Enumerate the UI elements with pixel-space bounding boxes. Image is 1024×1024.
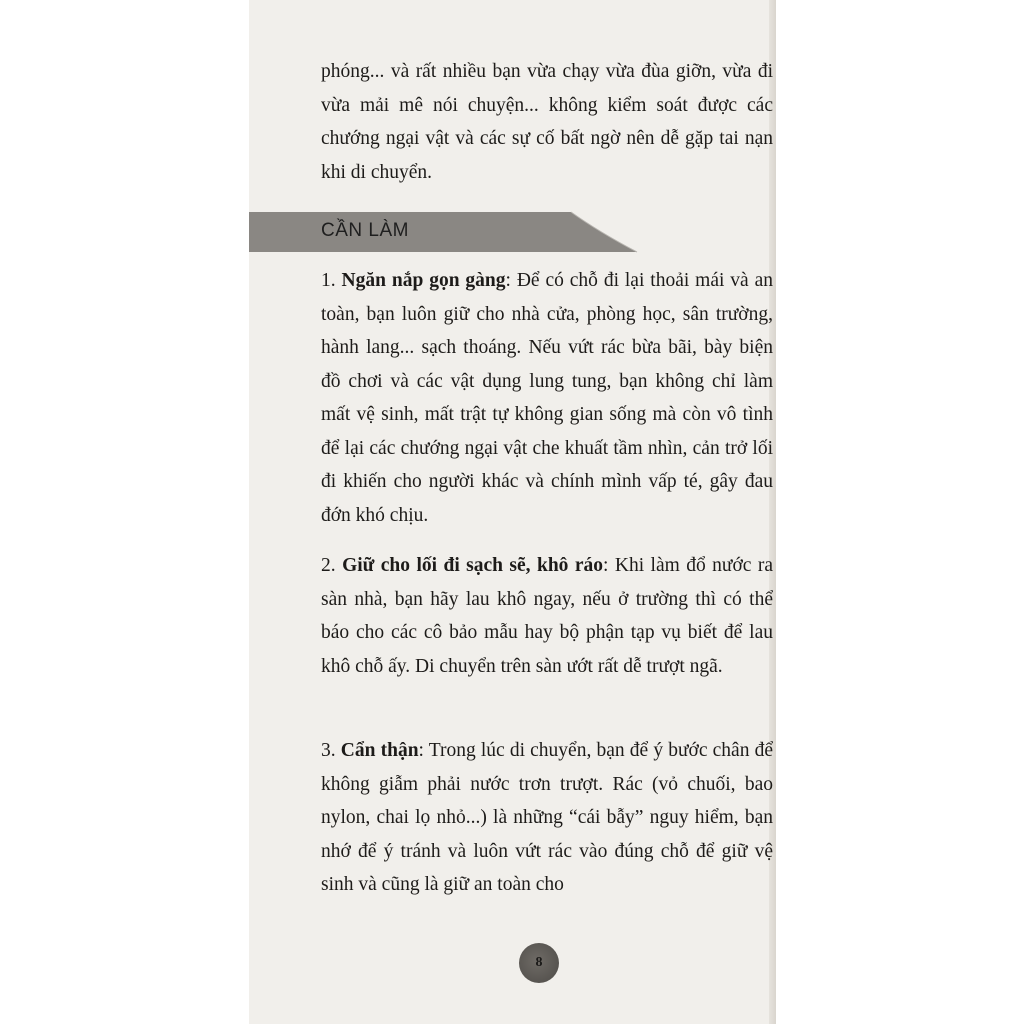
- intro-paragraph: [321, 55, 773, 189]
- item-1-number: 1.: [321, 270, 342, 291]
- section-title: CẦN LÀM: [321, 220, 409, 241]
- item-3-number: 3.: [321, 740, 341, 761]
- section-banner: [249, 210, 639, 254]
- item-2-number: 2.: [321, 555, 343, 576]
- item-1-paragraph: [321, 264, 773, 532]
- item-1-text: : Để có chỗ đi lại thoải mái và an toàn, bạn luôn giữ cho nhà cửa, phòng học, sân trường, hành lang... sạch thoáng. Nếu vứt rác bừa bãi, bày biện đồ chơi và các vật dụng lung tung, bạn không chỉ làm mất vệ sinh, mất trật tự không gian sống mà còn vô tình để lại các chướng ngại vật che khuất tầm nhìn, cản trở lối đi khiến cho người khác và chính mình vấp té, gây đau đớn khó chịu.: [321, 270, 774, 526]
- item-3-heading: Cẩn thận: [340, 740, 419, 761]
- intro-text: phóng... và rất nhiều bạn vừa chạy vừa đùa giỡn, vừa đi vừa mải mê nói chuyện... không kiểm soát được các chướng ngại vật và các sự cố bất ngờ nên dễ gặp tai nạn khi di chuyển.: [321, 61, 773, 183]
- item-2-text: : Khi làm đổ nước ra sàn nhà, bạn hãy lau khô ngay, nếu ở trường thì có thể báo cho các cô bảo mẫu hay bộ phận tạp vụ biết để lau khô chỗ ấy. Di chuyển trên sàn ướt rất dễ trượt ngã.: [321, 555, 774, 677]
- page-number-badge: 8: [519, 943, 559, 983]
- item-3-paragraph: [321, 734, 773, 902]
- item-1-heading: Ngăn nắp gọn gàng: [341, 270, 506, 291]
- book-page: [249, 0, 776, 1024]
- banner-shape-icon: [249, 210, 639, 254]
- item-2-paragraph: [321, 549, 773, 683]
- item-2-heading: Giữ cho lối đi sạch sẽ, khô ráo: [342, 555, 604, 576]
- item-3-text: : Trong lúc di chuyển, bạn để ý bước chân để không giẫm phải nước trơn trượt. Rác (vỏ chuối, bao nylon, chai lọ nhỏ...) là những “cái bẫy” nguy hiểm, bạn nhớ để ý tránh và luôn vứt rác vào đúng chỗ để giữ vệ sinh và cũng là giữ an toàn cho: [321, 740, 774, 895]
